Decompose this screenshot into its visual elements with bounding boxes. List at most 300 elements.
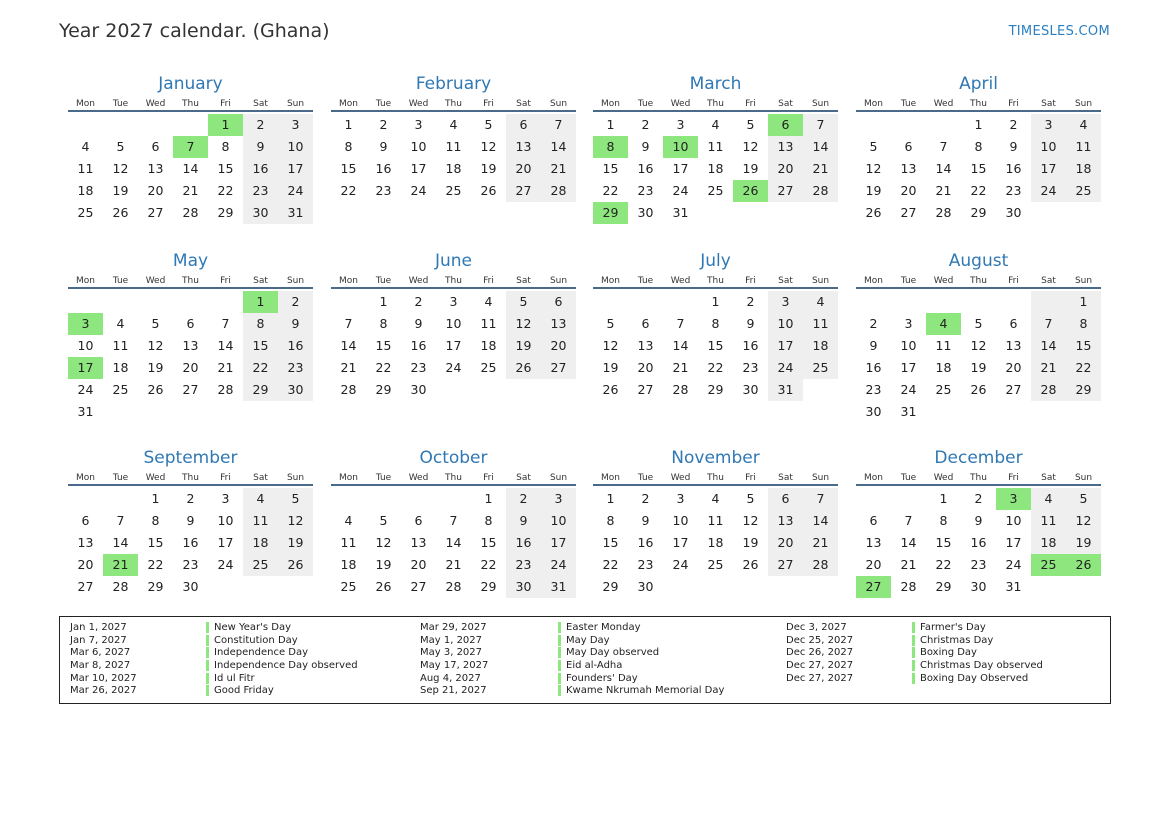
day-cell[interactable]: 24 — [900, 382, 917, 397]
day-cell[interactable]: 23 — [182, 557, 199, 572]
day-cell[interactable]: 24 — [768, 357, 803, 379]
day-cell[interactable]: 16 — [637, 161, 654, 176]
day-cell[interactable]: 6 — [151, 139, 160, 154]
day-cell[interactable]: 19 — [147, 360, 164, 375]
day-cell[interactable]: 5 — [116, 139, 125, 154]
day-cell[interactable]: 2 — [186, 491, 195, 506]
day-cell[interactable]: 11 — [935, 338, 952, 353]
day-cell[interactable]: 12 — [375, 535, 392, 550]
day-cell[interactable]: 26 — [970, 382, 987, 397]
day-cell[interactable]: 24 — [1031, 180, 1066, 202]
day-cell[interactable]: 22 — [602, 183, 619, 198]
day-cell[interactable]: 3 — [768, 291, 803, 313]
day-cell[interactable]: 20 — [637, 360, 654, 375]
day-cell[interactable]: 25 — [707, 557, 724, 572]
day-cell[interactable]: 15 — [340, 161, 357, 176]
day-cell[interactable]: 29 — [970, 205, 987, 220]
day-cell[interactable]: 5 — [606, 316, 615, 331]
day-cell[interactable]: 5 — [1066, 488, 1101, 510]
day-cell[interactable]: 8 — [939, 513, 948, 528]
day-cell[interactable]: 6 — [541, 291, 576, 313]
day-cell[interactable]: 29 — [375, 382, 392, 397]
day-cell[interactable]: 18 — [243, 532, 278, 554]
day-cell[interactable]: 1 — [606, 117, 615, 132]
day-cell[interactable]: 13 — [900, 161, 917, 176]
day-cell[interactable]: 19 — [602, 360, 619, 375]
day-cell[interactable]: 14 — [900, 535, 917, 550]
day-cell[interactable]: 24 — [410, 183, 427, 198]
day-cell[interactable]: 9 — [414, 316, 423, 331]
day-cell[interactable]: 2 — [506, 488, 541, 510]
day-cell[interactable]: 21 — [541, 158, 576, 180]
day-cell[interactable]: 24 — [445, 360, 462, 375]
day-cell[interactable]: 23 — [742, 360, 759, 375]
day-cell[interactable]: 22 — [340, 183, 357, 198]
day-cell[interactable]: 19 — [506, 335, 541, 357]
day-cell[interactable]: 11 — [480, 316, 497, 331]
holiday-day-cell[interactable]: 8 — [593, 136, 628, 158]
day-cell[interactable]: 3 — [278, 114, 313, 136]
day-cell[interactable]: 22 — [707, 360, 724, 375]
day-cell[interactable]: 2 — [379, 117, 388, 132]
holiday-day-cell[interactable]: 4 — [926, 313, 961, 335]
day-cell[interactable]: 14 — [672, 338, 689, 353]
day-cell[interactable]: 29 — [707, 382, 724, 397]
day-cell[interactable]: 7 — [221, 316, 230, 331]
day-cell[interactable]: 2 — [1009, 117, 1018, 132]
day-cell[interactable]: 17 — [900, 360, 917, 375]
day-cell[interactable]: 23 — [1005, 183, 1022, 198]
day-cell[interactable]: 7 — [449, 513, 458, 528]
day-cell[interactable]: 18 — [707, 535, 724, 550]
day-cell[interactable]: 7 — [1031, 313, 1066, 335]
day-cell[interactable]: 12 — [112, 161, 129, 176]
day-cell[interactable]: 19 — [742, 161, 759, 176]
day-cell[interactable]: 11 — [1066, 136, 1101, 158]
day-cell[interactable]: 27 — [1005, 382, 1022, 397]
day-cell[interactable]: 8 — [484, 513, 493, 528]
day-cell[interactable]: 6 — [869, 513, 878, 528]
day-cell[interactable]: 27 — [637, 382, 654, 397]
day-cell[interactable]: 18 — [803, 335, 838, 357]
day-cell[interactable]: 24 — [541, 554, 576, 576]
day-cell[interactable]: 27 — [182, 382, 199, 397]
day-cell[interactable]: 22 — [375, 360, 392, 375]
day-cell[interactable]: 13 — [637, 338, 654, 353]
day-cell[interactable]: 15 — [707, 338, 724, 353]
day-cell[interactable]: 22 — [602, 557, 619, 572]
day-cell[interactable]: 23 — [506, 554, 541, 576]
day-cell[interactable]: 28 — [112, 579, 129, 594]
day-cell[interactable]: 10 — [217, 513, 234, 528]
day-cell[interactable]: 15 — [602, 161, 619, 176]
holiday-day-cell[interactable]: 26 — [733, 180, 768, 202]
day-cell[interactable]: 15 — [602, 535, 619, 550]
day-cell[interactable]: 23 — [637, 557, 654, 572]
day-cell[interactable]: 2 — [641, 117, 650, 132]
day-cell[interactable]: 3 — [676, 491, 685, 506]
day-cell[interactable]: 27 — [410, 579, 427, 594]
day-cell[interactable]: 6 — [506, 114, 541, 136]
day-cell[interactable]: 18 — [112, 360, 129, 375]
day-cell[interactable]: 16 — [243, 158, 278, 180]
day-cell[interactable]: 17 — [217, 535, 234, 550]
day-cell[interactable]: 25 — [112, 382, 129, 397]
day-cell[interactable]: 6 — [81, 513, 90, 528]
day-cell[interactable]: 17 — [278, 158, 313, 180]
day-cell[interactable]: 4 — [803, 291, 838, 313]
day-cell[interactable]: 31 — [541, 576, 576, 598]
day-cell[interactable]: 15 — [480, 535, 497, 550]
day-cell[interactable]: 18 — [935, 360, 952, 375]
day-cell[interactable]: 25 — [803, 357, 838, 379]
day-cell[interactable]: 14 — [182, 161, 199, 176]
day-cell[interactable]: 15 — [217, 161, 234, 176]
day-cell[interactable]: 4 — [711, 117, 720, 132]
day-cell[interactable]: 23 — [410, 360, 427, 375]
day-cell[interactable]: 21 — [900, 557, 917, 572]
day-cell[interactable]: 29 — [147, 579, 164, 594]
day-cell[interactable]: 11 — [112, 338, 129, 353]
day-cell[interactable]: 22 — [1066, 357, 1101, 379]
day-cell[interactable]: 1 — [151, 491, 160, 506]
day-cell[interactable]: 21 — [935, 183, 952, 198]
day-cell[interactable]: 24 — [1005, 557, 1022, 572]
day-cell[interactable]: 8 — [379, 316, 388, 331]
day-cell[interactable]: 6 — [768, 488, 803, 510]
day-cell[interactable]: 20 — [410, 557, 427, 572]
day-cell[interactable]: 10 — [541, 510, 576, 532]
day-cell[interactable]: 9 — [243, 136, 278, 158]
day-cell[interactable]: 3 — [1031, 114, 1066, 136]
day-cell[interactable]: 27 — [77, 579, 94, 594]
day-cell[interactable]: 10 — [768, 313, 803, 335]
day-cell[interactable]: 26 — [480, 183, 497, 198]
day-cell[interactable]: 18 — [1066, 158, 1101, 180]
day-cell[interactable]: 13 — [768, 136, 803, 158]
day-cell[interactable]: 30 — [637, 579, 654, 594]
day-cell[interactable]: 20 — [768, 532, 803, 554]
day-cell[interactable]: 8 — [151, 513, 160, 528]
day-cell[interactable]: 17 — [768, 335, 803, 357]
day-cell[interactable]: 25 — [243, 554, 278, 576]
day-cell[interactable]: 10 — [278, 136, 313, 158]
day-cell[interactable]: 21 — [182, 183, 199, 198]
day-cell[interactable]: 10 — [77, 338, 94, 353]
day-cell[interactable]: 3 — [904, 316, 913, 331]
day-cell[interactable]: 25 — [935, 382, 952, 397]
day-cell[interactable]: 9 — [278, 313, 313, 335]
day-cell[interactable]: 9 — [641, 513, 650, 528]
day-cell[interactable]: 20 — [506, 158, 541, 180]
day-cell[interactable]: 10 — [900, 338, 917, 353]
day-cell[interactable]: 27 — [900, 205, 917, 220]
day-cell[interactable]: 8 — [974, 139, 983, 154]
day-cell[interactable]: 19 — [480, 161, 497, 176]
holiday-day-cell[interactable]: 25 — [1031, 554, 1066, 576]
day-cell[interactable]: 14 — [541, 136, 576, 158]
holiday-day-cell[interactable]: 6 — [768, 114, 803, 136]
day-cell[interactable]: 1 — [606, 491, 615, 506]
day-cell[interactable]: 13 — [865, 535, 882, 550]
day-cell[interactable]: 10 — [445, 316, 462, 331]
day-cell[interactable]: 27 — [147, 205, 164, 220]
day-cell[interactable]: 6 — [1009, 316, 1018, 331]
day-cell[interactable]: 25 — [1066, 180, 1101, 202]
day-cell[interactable]: 29 — [602, 579, 619, 594]
day-cell[interactable]: 16 — [742, 338, 759, 353]
day-cell[interactable]: 16 — [278, 335, 313, 357]
holiday-day-cell[interactable]: 27 — [856, 576, 891, 598]
day-cell[interactable]: 4 — [449, 117, 458, 132]
day-cell[interactable]: 14 — [340, 338, 357, 353]
day-cell[interactable]: 26 — [112, 205, 129, 220]
day-cell[interactable]: 3 — [541, 488, 576, 510]
day-cell[interactable]: 16 — [506, 532, 541, 554]
day-cell[interactable]: 4 — [344, 513, 353, 528]
day-cell[interactable]: 27 — [506, 180, 541, 202]
day-cell[interactable]: 10 — [1031, 136, 1066, 158]
day-cell[interactable]: 30 — [410, 382, 427, 397]
day-cell[interactable]: 20 — [768, 158, 803, 180]
day-cell[interactable]: 30 — [278, 379, 313, 401]
day-cell[interactable]: 28 — [803, 554, 838, 576]
day-cell[interactable]: 10 — [410, 139, 427, 154]
holiday-day-cell[interactable]: 3 — [996, 488, 1031, 510]
day-cell[interactable]: 23 — [970, 557, 987, 572]
day-cell[interactable]: 23 — [278, 357, 313, 379]
day-cell[interactable]: 23 — [865, 382, 882, 397]
day-cell[interactable]: 20 — [77, 557, 94, 572]
day-cell[interactable]: 30 — [637, 205, 654, 220]
day-cell[interactable]: 12 — [602, 338, 619, 353]
holiday-day-cell[interactable]: 10 — [663, 136, 698, 158]
holiday-day-cell[interactable]: 1 — [208, 114, 243, 136]
day-cell[interactable]: 17 — [1005, 535, 1022, 550]
day-cell[interactable]: 8 — [711, 316, 720, 331]
day-cell[interactable]: 27 — [541, 357, 576, 379]
day-cell[interactable]: 13 — [768, 510, 803, 532]
holiday-day-cell[interactable]: 3 — [68, 313, 103, 335]
day-cell[interactable]: 30 — [970, 579, 987, 594]
day-cell[interactable]: 26 — [147, 382, 164, 397]
day-cell[interactable]: 18 — [707, 161, 724, 176]
day-cell[interactable]: 28 — [182, 205, 199, 220]
day-cell[interactable]: 9 — [746, 316, 755, 331]
day-cell[interactable]: 28 — [803, 180, 838, 202]
day-cell[interactable]: 24 — [672, 557, 689, 572]
day-cell[interactable]: 15 — [243, 335, 278, 357]
day-cell[interactable]: 5 — [506, 291, 541, 313]
day-cell[interactable]: 31 — [672, 205, 689, 220]
day-cell[interactable]: 29 — [480, 579, 497, 594]
day-cell[interactable]: 22 — [147, 557, 164, 572]
day-cell[interactable]: 16 — [410, 338, 427, 353]
day-cell[interactable]: 13 — [410, 535, 427, 550]
day-cell[interactable]: 12 — [742, 513, 759, 528]
day-cell[interactable]: 20 — [1005, 360, 1022, 375]
day-cell[interactable]: 26 — [602, 382, 619, 397]
day-cell[interactable]: 20 — [865, 557, 882, 572]
day-cell[interactable]: 7 — [803, 488, 838, 510]
day-cell[interactable]: 21 — [217, 360, 234, 375]
day-cell[interactable]: 6 — [641, 316, 650, 331]
day-cell[interactable]: 22 — [480, 557, 497, 572]
day-cell[interactable]: 2 — [414, 294, 423, 309]
day-cell[interactable]: 18 — [480, 338, 497, 353]
day-cell[interactable]: 1 — [379, 294, 388, 309]
day-cell[interactable]: 13 — [77, 535, 94, 550]
day-cell[interactable]: 4 — [711, 491, 720, 506]
day-cell[interactable]: 26 — [506, 357, 541, 379]
day-cell[interactable]: 30 — [742, 382, 759, 397]
day-cell[interactable]: 28 — [340, 382, 357, 397]
day-cell[interactable]: 19 — [865, 183, 882, 198]
holiday-day-cell[interactable]: 17 — [68, 357, 103, 379]
day-cell[interactable]: 31 — [77, 404, 94, 419]
day-cell[interactable]: 24 — [278, 180, 313, 202]
holiday-day-cell[interactable]: 21 — [103, 554, 138, 576]
day-cell[interactable]: 1 — [1066, 291, 1101, 313]
day-cell[interactable]: 24 — [672, 183, 689, 198]
day-cell[interactable]: 21 — [340, 360, 357, 375]
day-cell[interactable]: 11 — [707, 513, 724, 528]
day-cell[interactable]: 15 — [1066, 335, 1101, 357]
day-cell[interactable]: 17 — [541, 532, 576, 554]
day-cell[interactable]: 11 — [340, 535, 357, 550]
day-cell[interactable]: 27 — [768, 554, 803, 576]
day-cell[interactable]: 26 — [375, 579, 392, 594]
day-cell[interactable]: 26 — [865, 205, 882, 220]
day-cell[interactable]: 5 — [746, 491, 755, 506]
day-cell[interactable]: 14 — [803, 136, 838, 158]
site-link[interactable]: TIMESLES.COM — [1008, 24, 1110, 39]
day-cell[interactable]: 2 — [974, 491, 983, 506]
day-cell[interactable]: 31 — [768, 379, 803, 401]
day-cell[interactable]: 8 — [243, 313, 278, 335]
day-cell[interactable]: 5 — [974, 316, 983, 331]
holiday-day-cell[interactable]: 1 — [243, 291, 278, 313]
day-cell[interactable]: 7 — [676, 316, 685, 331]
day-cell[interactable]: 22 — [217, 183, 234, 198]
day-cell[interactable]: 29 — [217, 205, 234, 220]
day-cell[interactable]: 28 — [1031, 379, 1066, 401]
day-cell[interactable]: 9 — [506, 510, 541, 532]
day-cell[interactable]: 14 — [112, 535, 129, 550]
day-cell[interactable]: 28 — [541, 180, 576, 202]
day-cell[interactable]: 8 — [606, 513, 615, 528]
day-cell[interactable]: 14 — [1031, 335, 1066, 357]
day-cell[interactable]: 31 — [1005, 579, 1022, 594]
day-cell[interactable]: 2 — [869, 316, 878, 331]
day-cell[interactable]: 29 — [935, 579, 952, 594]
day-cell[interactable]: 22 — [970, 183, 987, 198]
day-cell[interactable]: 20 — [182, 360, 199, 375]
day-cell[interactable]: 2 — [746, 294, 755, 309]
day-cell[interactable]: 30 — [506, 576, 541, 598]
day-cell[interactable]: 5 — [151, 316, 160, 331]
day-cell[interactable]: 11 — [707, 139, 724, 154]
day-cell[interactable]: 14 — [803, 510, 838, 532]
day-cell[interactable]: 12 — [506, 313, 541, 335]
day-cell[interactable]: 15 — [375, 338, 392, 353]
day-cell[interactable]: 14 — [935, 161, 952, 176]
day-cell[interactable]: 20 — [147, 183, 164, 198]
day-cell[interactable]: 16 — [1005, 161, 1022, 176]
day-cell[interactable]: 2 — [278, 291, 313, 313]
day-cell[interactable]: 15 — [147, 535, 164, 550]
day-cell[interactable]: 28 — [217, 382, 234, 397]
day-cell[interactable]: 28 — [445, 579, 462, 594]
day-cell[interactable]: 2 — [641, 491, 650, 506]
day-cell[interactable]: 7 — [904, 513, 913, 528]
day-cell[interactable]: 1 — [344, 117, 353, 132]
day-cell[interactable]: 11 — [1031, 510, 1066, 532]
day-cell[interactable]: 25 — [707, 183, 724, 198]
day-cell[interactable]: 3 — [414, 117, 423, 132]
day-cell[interactable]: 15 — [970, 161, 987, 176]
day-cell[interactable]: 5 — [746, 117, 755, 132]
day-cell[interactable]: 19 — [375, 557, 392, 572]
day-cell[interactable]: 14 — [217, 338, 234, 353]
day-cell[interactable]: 18 — [340, 557, 357, 572]
day-cell[interactable]: 4 — [1066, 114, 1101, 136]
day-cell[interactable]: 24 — [77, 382, 94, 397]
day-cell[interactable]: 21 — [1031, 357, 1066, 379]
day-cell[interactable]: 19 — [742, 535, 759, 550]
day-cell[interactable]: 11 — [243, 510, 278, 532]
day-cell[interactable]: 5 — [278, 488, 313, 510]
day-cell[interactable]: 23 — [243, 180, 278, 202]
day-cell[interactable]: 18 — [1031, 532, 1066, 554]
day-cell[interactable]: 18 — [445, 161, 462, 176]
day-cell[interactable]: 26 — [278, 554, 313, 576]
day-cell[interactable]: 27 — [768, 180, 803, 202]
day-cell[interactable]: 7 — [344, 316, 353, 331]
day-cell[interactable]: 30 — [865, 404, 882, 419]
day-cell[interactable]: 25 — [480, 360, 497, 375]
day-cell[interactable]: 4 — [484, 294, 493, 309]
day-cell[interactable]: 19 — [278, 532, 313, 554]
day-cell[interactable]: 8 — [1066, 313, 1101, 335]
day-cell[interactable]: 16 — [637, 535, 654, 550]
day-cell[interactable]: 7 — [116, 513, 125, 528]
day-cell[interactable]: 31 — [900, 404, 917, 419]
day-cell[interactable]: 12 — [480, 139, 497, 154]
day-cell[interactable]: 17 — [672, 161, 689, 176]
day-cell[interactable]: 5 — [869, 139, 878, 154]
day-cell[interactable]: 4 — [1031, 488, 1066, 510]
day-cell[interactable]: 29 — [1066, 379, 1101, 401]
day-cell[interactable]: 25 — [445, 183, 462, 198]
day-cell[interactable]: 26 — [742, 557, 759, 572]
day-cell[interactable]: 28 — [935, 205, 952, 220]
day-cell[interactable]: 7 — [803, 114, 838, 136]
day-cell[interactable]: 30 — [243, 202, 278, 224]
day-cell[interactable]: 1 — [974, 117, 983, 132]
day-cell[interactable]: 21 — [803, 532, 838, 554]
day-cell[interactable]: 13 — [541, 313, 576, 335]
day-cell[interactable]: 1 — [484, 491, 493, 506]
day-cell[interactable]: 9 — [641, 139, 650, 154]
day-cell[interactable]: 15 — [935, 535, 952, 550]
day-cell[interactable]: 12 — [147, 338, 164, 353]
day-cell[interactable]: 8 — [221, 139, 230, 154]
day-cell[interactable]: 9 — [974, 513, 983, 528]
day-cell[interactable]: 4 — [116, 316, 125, 331]
day-cell[interactable]: 23 — [375, 183, 392, 198]
day-cell[interactable]: 9 — [379, 139, 388, 154]
